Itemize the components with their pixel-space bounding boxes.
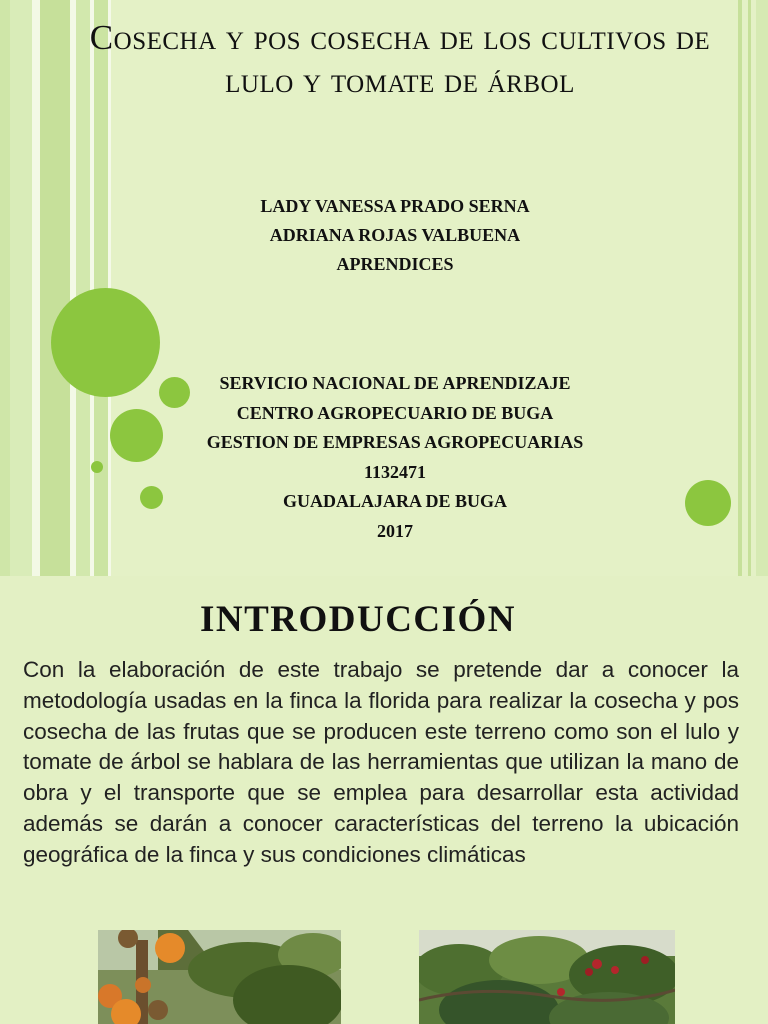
introduction-slide [0, 576, 768, 1024]
tomate-de-arbol-plant-photo [419, 930, 675, 1024]
decorative-circle [685, 480, 731, 526]
author-name: ADRIANA ROJAS VALBUENA [269, 225, 521, 245]
year: 2017 [377, 520, 413, 541]
city-name: GUADALAJARA DE BUGA [282, 491, 507, 511]
institution-block [140, 369, 650, 546]
course-number: 1132471 [363, 461, 426, 482]
right-stripe [748, 0, 751, 576]
introduction-paragraph: Con la elaboración de este trabajo se pretende dar a conocer la metodología usadas en la finca la florida para realizar la cosecha y pos cosecha de las frutas que se producen este terreno como son el lulo y tomate de árbol se hablara de las herramientas que utilizan la mano de obra y el transporte que se emplea para desarrollar esta actividad además se darán a conocer características del terreno la ubicación geográfica de la finca y sus condiciones climáticas [23, 657, 739, 867]
center-name: CENTRO AGROPECUARIO DE BUGA [236, 402, 554, 423]
right-stripe [756, 0, 768, 576]
introduction-heading: INTRODUCCIÓN [199, 599, 517, 640]
authors-block [140, 192, 650, 279]
institution-name: SERVICIO NACIONAL DE APRENDIZAJE [219, 373, 571, 393]
slide-title: Cosecha y pos cosecha de los cultivos de lulo y tomate de árbol [89, 18, 711, 100]
decorative-circle [91, 461, 103, 473]
lulo-fruit-photo [98, 930, 341, 1024]
author-name: LADY VANESSA PRADO SERNA [260, 196, 530, 216]
program-name: GESTION DE EMPRESAS AGROPECUARIAS [206, 432, 584, 452]
author-role: APRENDICES [336, 254, 454, 274]
